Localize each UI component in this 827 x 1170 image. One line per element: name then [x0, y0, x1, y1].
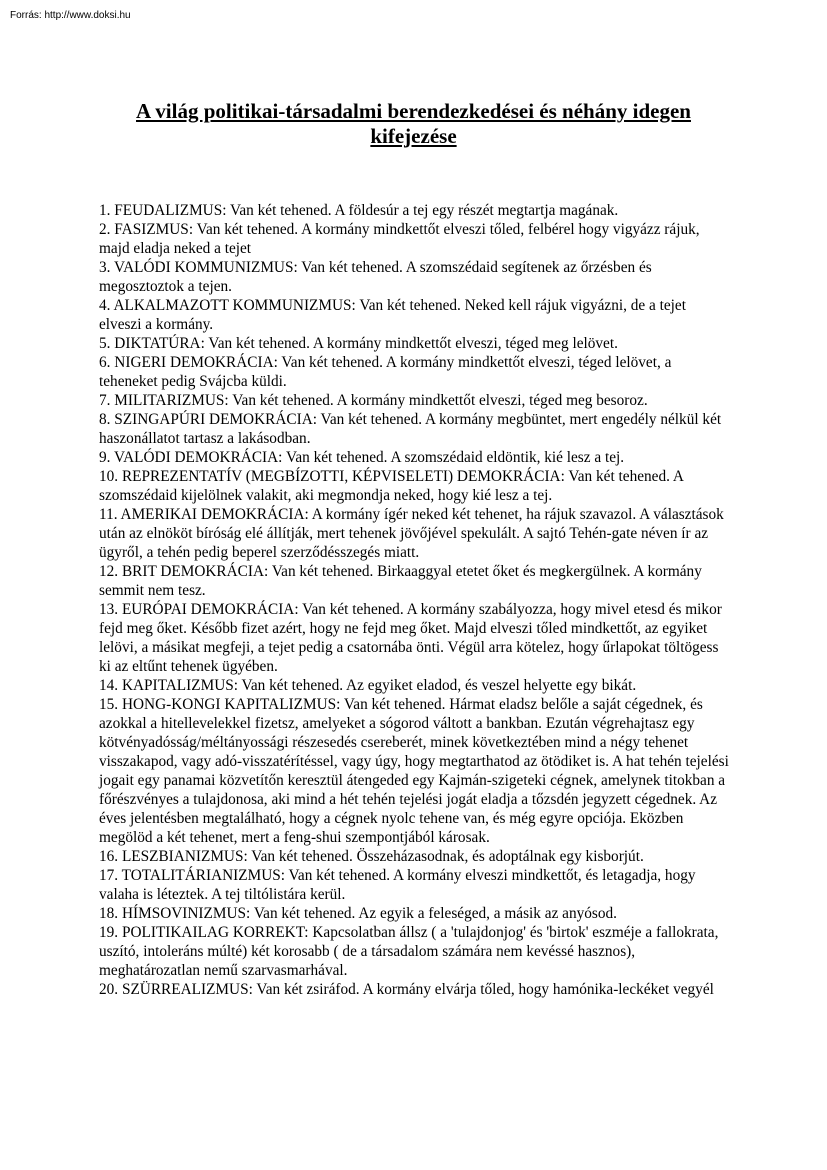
list-item: 6. NIGERI DEMOKRÁCIA: Van két tehened. A kormány mindkettőt elveszi, téged lelövet, a teheneket pedig Svájcba küldi.: [99, 354, 672, 390]
list-item: 8. SZINGAPÚRI DEMOKRÁCIA: Van két tehened. A kormány megbüntet, mert engedély nélkül két haszonállatot tartasz a lakásodban.: [99, 411, 722, 447]
list-item: 4. ALKALMAZOTT KOMMUNIZMUS: Van két tehened. Neked kell rájuk vigyázni, de a tejet elveszi a kormány.: [99, 297, 686, 333]
document-title: A világ politikai-társadalmi berendezkedései és néhány idegen kifejezése: [136, 99, 691, 148]
list-item: 20. SZÜRREALIZMUS: Van két zsiráfod. A kormány elvárja tőled, hogy hamónika-leckéket vegyél: [99, 981, 714, 998]
list-item: 5. DIKTATÚRA: Van két tehened. A kormány mindkettőt elveszi, téged meg lelövet.: [99, 335, 618, 352]
list-item: 18. HÍMSOVINIZMUS: Van két tehened. Az egyik a feleséged, a másik az anyósod.: [99, 905, 617, 922]
item-list: [99, 201, 729, 999]
list-item: 7. MILITARIZMUS: Van két tehened. A kormány mindkettőt elveszi, téged meg besoroz.: [99, 392, 648, 409]
list-item: 15. HONG-KONGI KAPITALIZMUS: Van két tehened. Hármat eladsz belőle a saját cégednek, és azokkal a hitellevelekkel fizetsz, amelyeket a sógorod váltott a bankban. Ezután végrehajtasz egy kötvényadósság/méltányossági részesedés csereberét, minek következtében mind a négy tehenet visszakapod, vagy adó-visszatérítéssel, vagy úgy, hogy megtarthatod az ötödiket is. A hat tehén tejelési jogait egy panamai közvetítőn keresztül átengeded egy Kajmán-szigeteki cégnek, amelynek titokban a főrészvényes a tulajdonosa, aki mind a hét tehén tejelési jogát eladja a tőzsdén jegyzett cégednek. Az éves jelentésben megtalálható, hogy a cégnek nyolc tehene van, és még egyre opciója. Eközben megölöd a két tehenet, mert a feng-shui szempontjából károsak.: [99, 696, 729, 846]
list-item: 3. VALÓDI KOMMUNIZMUS: Van két tehened. A szomszédaid segítenek az őrzésben és megosztoztok a tejen.: [99, 259, 652, 295]
list-item: 1. FEUDALIZMUS: Van két tehened. A földesúr a tej egy részét megtartja magának.: [99, 202, 619, 219]
list-item: 9. VALÓDI DEMOKRÁCIA: Van két tehened. A szomszédaid eldöntik, kié lesz a tej.: [99, 449, 625, 466]
list-item: 14. KAPITALIZMUS: Van két tehened. Az egyiket eladod, és veszel helyette egy bikát.: [99, 677, 637, 694]
list-item: 19. POLITIKAILAG KORREKT: Kapcsolatban állsz ( a 'tulajdonjog' és 'birtok' eszméje a fallokrata, uszító, intoleráns múlté) két korosabb ( de a társadalom számára nem kevéssé hasznos), meghatározatlan nemű szarvasmarhával.: [99, 924, 719, 979]
list-item: 17. TOTALITÁRIANIZMUS: Van két tehened. A kormány elveszi mindkettőt, és letagadja, hogy valaha is léteztek. A tej tiltólistára kerül.: [99, 867, 696, 903]
list-item: 16. LESZBIANIZMUS: Van két tehened. Összeházasodnak, és adoptálnak egy kisborjút.: [99, 848, 644, 865]
source-label: Forrás: http://www.doksi.hu: [10, 10, 131, 21]
list-item: 11. AMERIKAI DEMOKRÁCIA: A kormány ígér neked két tehenet, ha rájuk szavazol. A választások után az elnököt bíróság elé állítják, mert tehenek jövőjével spekulált. A sajtó Tehén-gate néven ír az ügyről, a tehén pedig beperel szerződésszegés miatt.: [99, 506, 724, 561]
list-item: 2. FASIZMUS: Van két tehened. A kormány mindkettőt elveszi tőled, felbérel hogy vigyázz rájuk, majd eladja neked a tejet: [99, 221, 700, 257]
list-item: 10. REPREZENTATÍV (MEGBÍZOTTI, KÉPVISELETI) DEMOKRÁCIA: Van két tehened. A szomszédaid kijelölnek valakit, aki megmondja neked, hogy kié lesz a tej.: [99, 468, 684, 504]
list-item: 12. BRIT DEMOKRÁCIA: Van két tehened. Birkaaggyal etetet őket és megkergülnek. A kormány semmit nem tesz.: [99, 563, 702, 599]
list-item: 13. EURÓPAI DEMOKRÁCIA: Van két tehened. A kormány szabályozza, hogy mivel etesd és mikor fejd meg őket. Később fizet azért, hogy ne fejd meg őket. Majd elveszi tőled mindkettőt, az egyiket lelövi, a másikat megfeji, a tejet pedig a csatornába önti. Végül arra kötelez, hogy űrlapokat töltögess ki az eltűnt tehenek ügyében.: [99, 601, 722, 675]
